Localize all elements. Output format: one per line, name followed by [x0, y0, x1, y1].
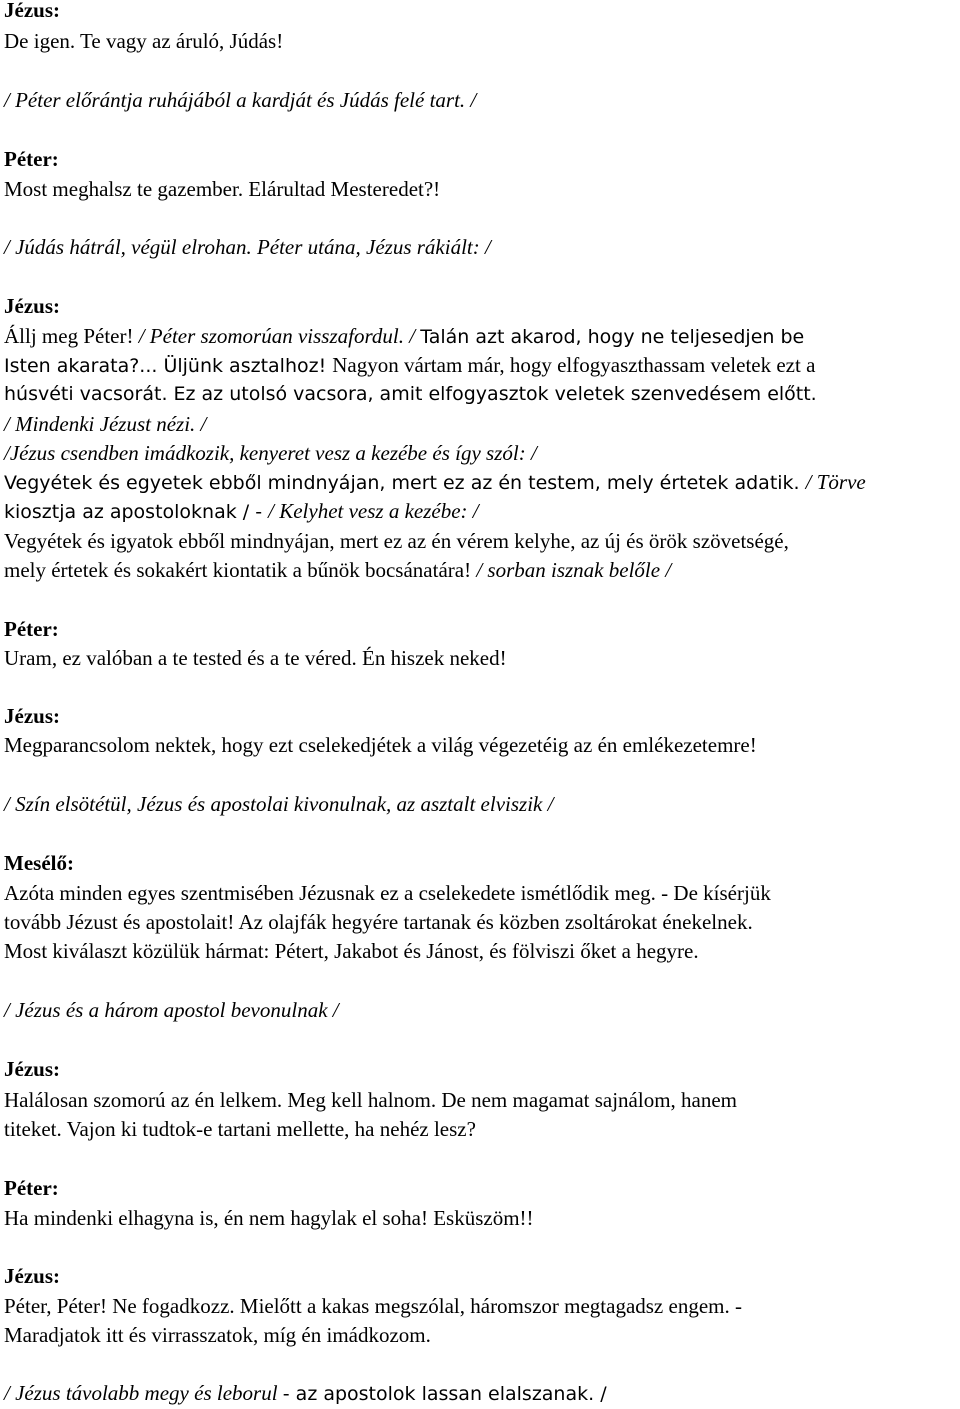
dialogue-line: Halálosan szomorú az én lelkem. Meg kell halnom. De nem magamat sajnálom, hanem	[4, 1088, 738, 1112]
dialogue-line	[4, 497, 479, 527]
stage-direction: / Júdás hátrál, végül elrohan. Péter utána, Jézus rákiált: /	[4, 235, 491, 259]
stage-direction	[4, 1379, 607, 1409]
stage-direction-inline: / Kelyhet vesz a kezébe: /	[268, 499, 479, 523]
dialogue-line	[4, 556, 671, 585]
stage-direction-inline: / Törve	[805, 470, 866, 494]
dialogue-line: titeket. Vajon ki tudtok-e tartani mellette, ha nehéz lesz?	[4, 1117, 476, 1141]
dialogue-text: kiosztja az apostoloknak / -	[4, 501, 269, 523]
narration-line: Most kiválaszt közülük hármat: Pétert, Jakabot és Jánost, és fölviszi őket a hegyre.	[4, 939, 699, 963]
dialogue-text: Nagyon vártam már, hogy elfogyaszthassam veletek ezt a	[332, 353, 816, 377]
stage-direction: / Jézus és a három apostol bevonulnak /	[4, 998, 339, 1022]
dialogue-text: Isten akarata?... Üljünk asztalhoz!	[4, 355, 333, 377]
narration-line: Azóta minden egyes szentmisében Jézusnak ez a cselekedete ismétlődik meg. - De kísérjük	[4, 881, 771, 905]
dialogue-text: mely értetek és sokakért kiontatik a bűnök bocsánatára!	[4, 558, 477, 582]
dialogue-line: húsvéti vacsorát. Ez az utolsó vacsora, amit elfogyasztok veletek szenvedésem előtt.	[4, 383, 817, 405]
speaker-label: Jézus:	[4, 1264, 60, 1288]
dialogue-line: Maradjatok itt és virrasszatok, míg én imádkozom.	[4, 1323, 431, 1347]
speaker-label: Mesélő:	[4, 851, 74, 875]
dialogue-line: Megparancsolom nektek, hogy ezt cselekedjétek a világ végezetéig az én emlékezetemre!	[4, 733, 757, 757]
stage-direction-inline: / sorban isznak belőle /	[476, 558, 672, 582]
dialogue-line: Uram, ez valóban a te tested és a te véred. Én hiszek neked!	[4, 646, 507, 670]
dialogue-line: Vegyétek és igyatok ebből mindnyájan, mert ez az én vérem kelyhe, az új és örök szövetségé,	[4, 529, 789, 553]
dialogue-line	[4, 351, 815, 381]
stage-direction-inline: / Jézus távolabb megy és leborul	[4, 1381, 283, 1405]
stage-direction: / Szín elsötétül, Jézus és apostolai kivonulnak, az asztalt elviszik /	[4, 792, 554, 816]
dialogue-line: Péter, Péter! Ne fogadkozz. Mielőtt a kakas megszólal, háromszor megtagadsz engem. -	[4, 1294, 742, 1318]
speaker-label: Jézus:	[4, 294, 60, 318]
speaker-label: Jézus:	[4, 1057, 60, 1081]
speaker-label: Jézus:	[4, 704, 60, 728]
speaker-label: Péter:	[4, 1176, 59, 1200]
speaker-label: Péter:	[4, 617, 59, 641]
dialogue-line	[4, 468, 866, 498]
stage-direction-inline: / Péter szomorúan visszafordul. /	[138, 324, 421, 348]
stage-direction: / Péter előrántja ruhájából a kardját és Júdás felé tart. /	[4, 88, 477, 112]
dialogue-text: Állj meg Péter!	[4, 324, 139, 348]
dialogue-line: Ha mindenki elhagyna is, én nem hagylak el soha! Esküszöm!!	[4, 1206, 534, 1230]
speaker-label: Jézus:	[4, 0, 60, 22]
dialogue-text: Vegyétek és egyetek ebből mindnyájan, mert ez az én testem, mely értetek adatik.	[4, 472, 806, 494]
narration-line: tovább Jézust és apostolait! Az olajfák hegyére tartanak és közben zsoltárokat énekelnek.	[4, 910, 753, 934]
dialogue-text: Talán azt akarod, hogy ne teljesedjen be	[420, 326, 805, 348]
speaker-label: Péter:	[4, 147, 59, 171]
dialogue-line	[4, 322, 804, 352]
stage-direction: / Mindenki Jézust nézi. /	[4, 412, 207, 436]
stage-direction-text: - az apostolok lassan elalszanak. /	[282, 1383, 607, 1405]
dialogue-line: Most meghalsz te gazember. Elárultad Mesteredet?!	[4, 177, 441, 201]
stage-direction: /Jézus csendben imádkozik, kenyeret vesz a kezébe és így szól: /	[4, 441, 537, 465]
dialogue-line: De igen. Te vagy az áruló, Júdás!	[4, 29, 284, 53]
